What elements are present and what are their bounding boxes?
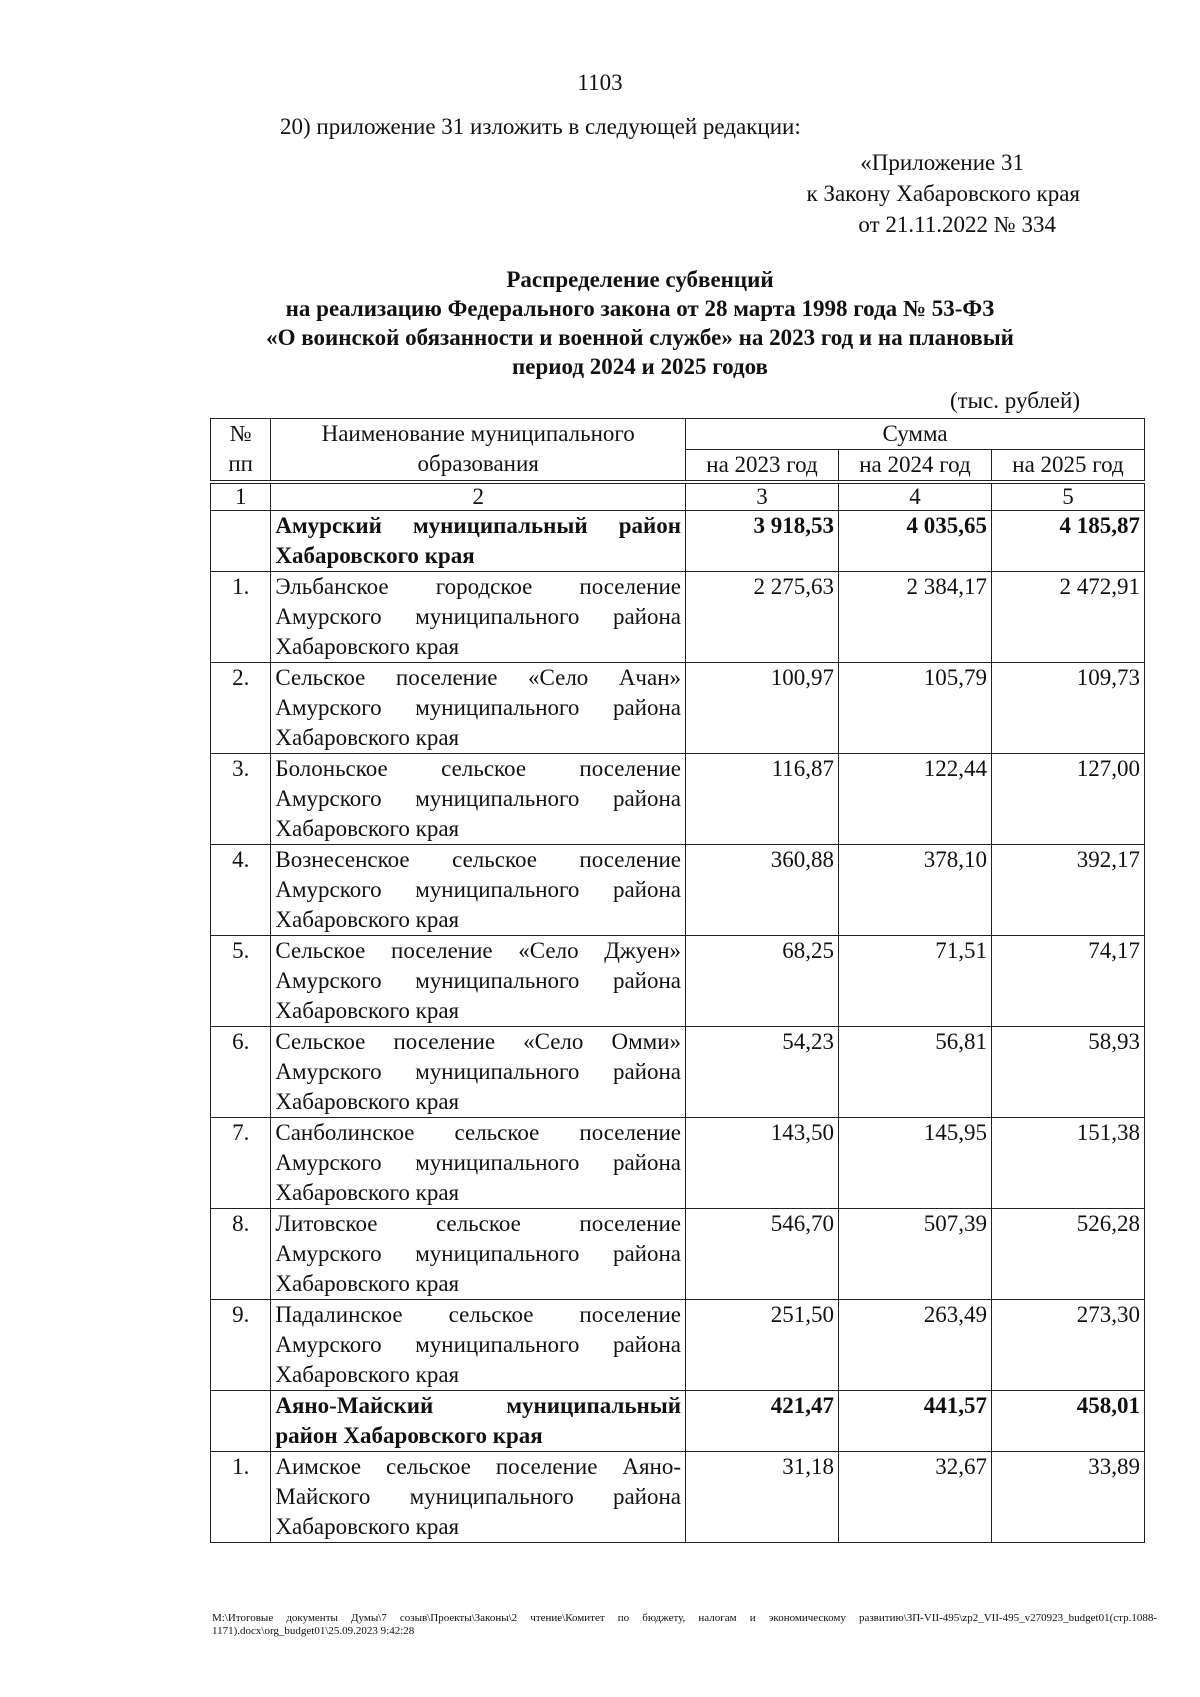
municipality-name: Санболинское сельское поселение Амурского муниципального района Хабаровского края <box>271 1118 686 1209</box>
amount-2025: 4 185,87 <box>991 511 1144 572</box>
amount-2025: 58,93 <box>991 1027 1144 1118</box>
amount-2023: 100,97 <box>686 663 839 754</box>
title-line-1: Распределение субвенций <box>506 267 774 292</box>
municipality-name: Амурский муниципальный район Хабаровского края <box>271 511 686 572</box>
amount-2025: 151,38 <box>991 1118 1144 1209</box>
row-number: 5. <box>211 936 271 1027</box>
municipality-name: Болоньское сельское поселение Амурского муниципального района Хабаровского края <box>271 754 686 845</box>
row-number: 6. <box>211 1027 271 1118</box>
amount-2024: 105,79 <box>838 663 991 754</box>
amount-2025: 2 472,91 <box>991 572 1144 663</box>
amount-2024: 32,67 <box>838 1452 991 1543</box>
district-row <box>211 1391 1145 1452</box>
row-number: 2. <box>211 663 271 754</box>
municipality-name: Аяно-Майский муниципальный район Хабаровского края <box>271 1391 686 1452</box>
column-number-row <box>211 482 1145 511</box>
subsidy-table <box>210 418 1145 1543</box>
amount-2023: 68,25 <box>686 936 839 1027</box>
municipality-name: Сельское поселение «Село Джуен» Амурского муниципального района Хабаровского края <box>271 936 686 1027</box>
district-row <box>211 511 1145 572</box>
amendment-intro: 20) приложение 31 изложить в следующей редакции: <box>280 114 801 139</box>
municipality-name: Падалинское сельское поселение Амурского муниципального района Хабаровского края <box>271 1300 686 1391</box>
amount-2024: 507,39 <box>838 1209 991 1300</box>
municipality-name: Сельское поселение «Село Омми» Амурского муниципального района Хабаровского края <box>271 1027 686 1118</box>
amount-2024: 71,51 <box>838 936 991 1027</box>
title-line-2: на реализацию Федерального закона от 28 марта 1998 года № 53-ФЗ <box>285 296 995 321</box>
file-path-footer: M:\Итоговые документы Думы\7 созыв\Проекты\Законы\2 чтение\Комитет по бюджету, налогам и экономическому развитию\ЗП-VII-495\zp2_VII-495_v270923_budget01(стр.1088-1171).docx\org_budget01\25.09.2023 9:42:28 <box>212 1612 1157 1637</box>
appendix-reference <box>807 147 1080 240</box>
amount-2024: 145,95 <box>838 1118 991 1209</box>
table-row <box>211 845 1145 936</box>
header-year-2024: на 2024 год <box>838 450 991 483</box>
row-number: 4. <box>211 845 271 936</box>
column-number: 3 <box>686 482 839 511</box>
table-row <box>211 572 1145 663</box>
row-number: 3. <box>211 754 271 845</box>
appendix-line-3: от 21.11.2022 № 334 <box>858 212 1056 237</box>
amount-2025: 458,01 <box>991 1391 1144 1452</box>
column-number: 2 <box>271 482 686 511</box>
amount-2024: 263,49 <box>838 1300 991 1391</box>
header-number: № пп <box>211 419 271 483</box>
appendix-line-1: «Приложение 31 <box>860 150 1024 175</box>
amount-2023: 421,47 <box>686 1391 839 1452</box>
row-number: 1. <box>211 572 271 663</box>
amount-2024: 122,44 <box>838 754 991 845</box>
column-number: 4 <box>838 482 991 511</box>
amount-2024: 441,57 <box>838 1391 991 1452</box>
column-number: 5 <box>991 482 1144 511</box>
amount-2025: 526,28 <box>991 1209 1144 1300</box>
table-row <box>211 1118 1145 1209</box>
amount-2025: 392,17 <box>991 845 1144 936</box>
amount-2024: 56,81 <box>838 1027 991 1118</box>
amount-2023: 54,23 <box>686 1027 839 1118</box>
column-number: 1 <box>211 482 271 511</box>
table-row <box>211 1300 1145 1391</box>
page-number: 1103 <box>577 70 623 95</box>
municipality-name: Вознесенское сельское поселение Амурского муниципального района Хабаровского края <box>271 845 686 936</box>
amount-2024: 4 035,65 <box>838 511 991 572</box>
amount-2023: 546,70 <box>686 1209 839 1300</box>
row-number <box>211 1391 271 1452</box>
municipality-name: Сельское поселение «Село Ачан» Амурского муниципального района Хабаровского края <box>271 663 686 754</box>
amount-2023: 31,18 <box>686 1452 839 1543</box>
amount-2025: 33,89 <box>991 1452 1144 1543</box>
amount-2023: 251,50 <box>686 1300 839 1391</box>
units-label: (тыс. рублей) <box>949 388 1080 413</box>
header-year-2023: на 2023 год <box>686 450 839 483</box>
row-number: 7. <box>211 1118 271 1209</box>
amount-2023: 360,88 <box>686 845 839 936</box>
amount-2025: 127,00 <box>991 754 1144 845</box>
amount-2023: 2 275,63 <box>686 572 839 663</box>
table-row <box>211 1452 1145 1543</box>
header-name: Наименование муниципального образования <box>271 419 686 483</box>
document-title <box>200 265 1080 381</box>
row-number: 8. <box>211 1209 271 1300</box>
municipality-name: Аимское сельское поселение Аяно-Майского муниципального района Хабаровского края <box>271 1452 686 1543</box>
amount-2025: 109,73 <box>991 663 1144 754</box>
amount-2025: 74,17 <box>991 936 1144 1027</box>
table-row <box>211 663 1145 754</box>
amount-2023: 143,50 <box>686 1118 839 1209</box>
row-number <box>211 511 271 572</box>
row-number: 9. <box>211 1300 271 1391</box>
amount-2023: 116,87 <box>686 754 839 845</box>
table-row <box>211 936 1145 1027</box>
amount-2023: 3 918,53 <box>686 511 839 572</box>
title-line-3: «О воинской обязанности и военной службе» на 2023 год и на плановый <box>266 325 1014 350</box>
amount-2025: 273,30 <box>991 1300 1144 1391</box>
amount-2024: 378,10 <box>838 845 991 936</box>
table-row <box>211 754 1145 845</box>
municipality-name: Литовское сельское поселение Амурского муниципального района Хабаровского края <box>271 1209 686 1300</box>
title-line-4: период 2024 и 2025 годов <box>512 354 768 379</box>
table-row <box>211 1027 1145 1118</box>
row-number: 1. <box>211 1452 271 1543</box>
header-year-2025: на 2025 год <box>991 450 1144 483</box>
municipality-name: Эльбанское городское поселение Амурского муниципального района Хабаровского края <box>271 572 686 663</box>
header-sum: Сумма <box>686 419 1145 450</box>
amount-2024: 2 384,17 <box>838 572 991 663</box>
appendix-line-2: к Закону Хабаровского края <box>806 181 1080 206</box>
table-row <box>211 1209 1145 1300</box>
